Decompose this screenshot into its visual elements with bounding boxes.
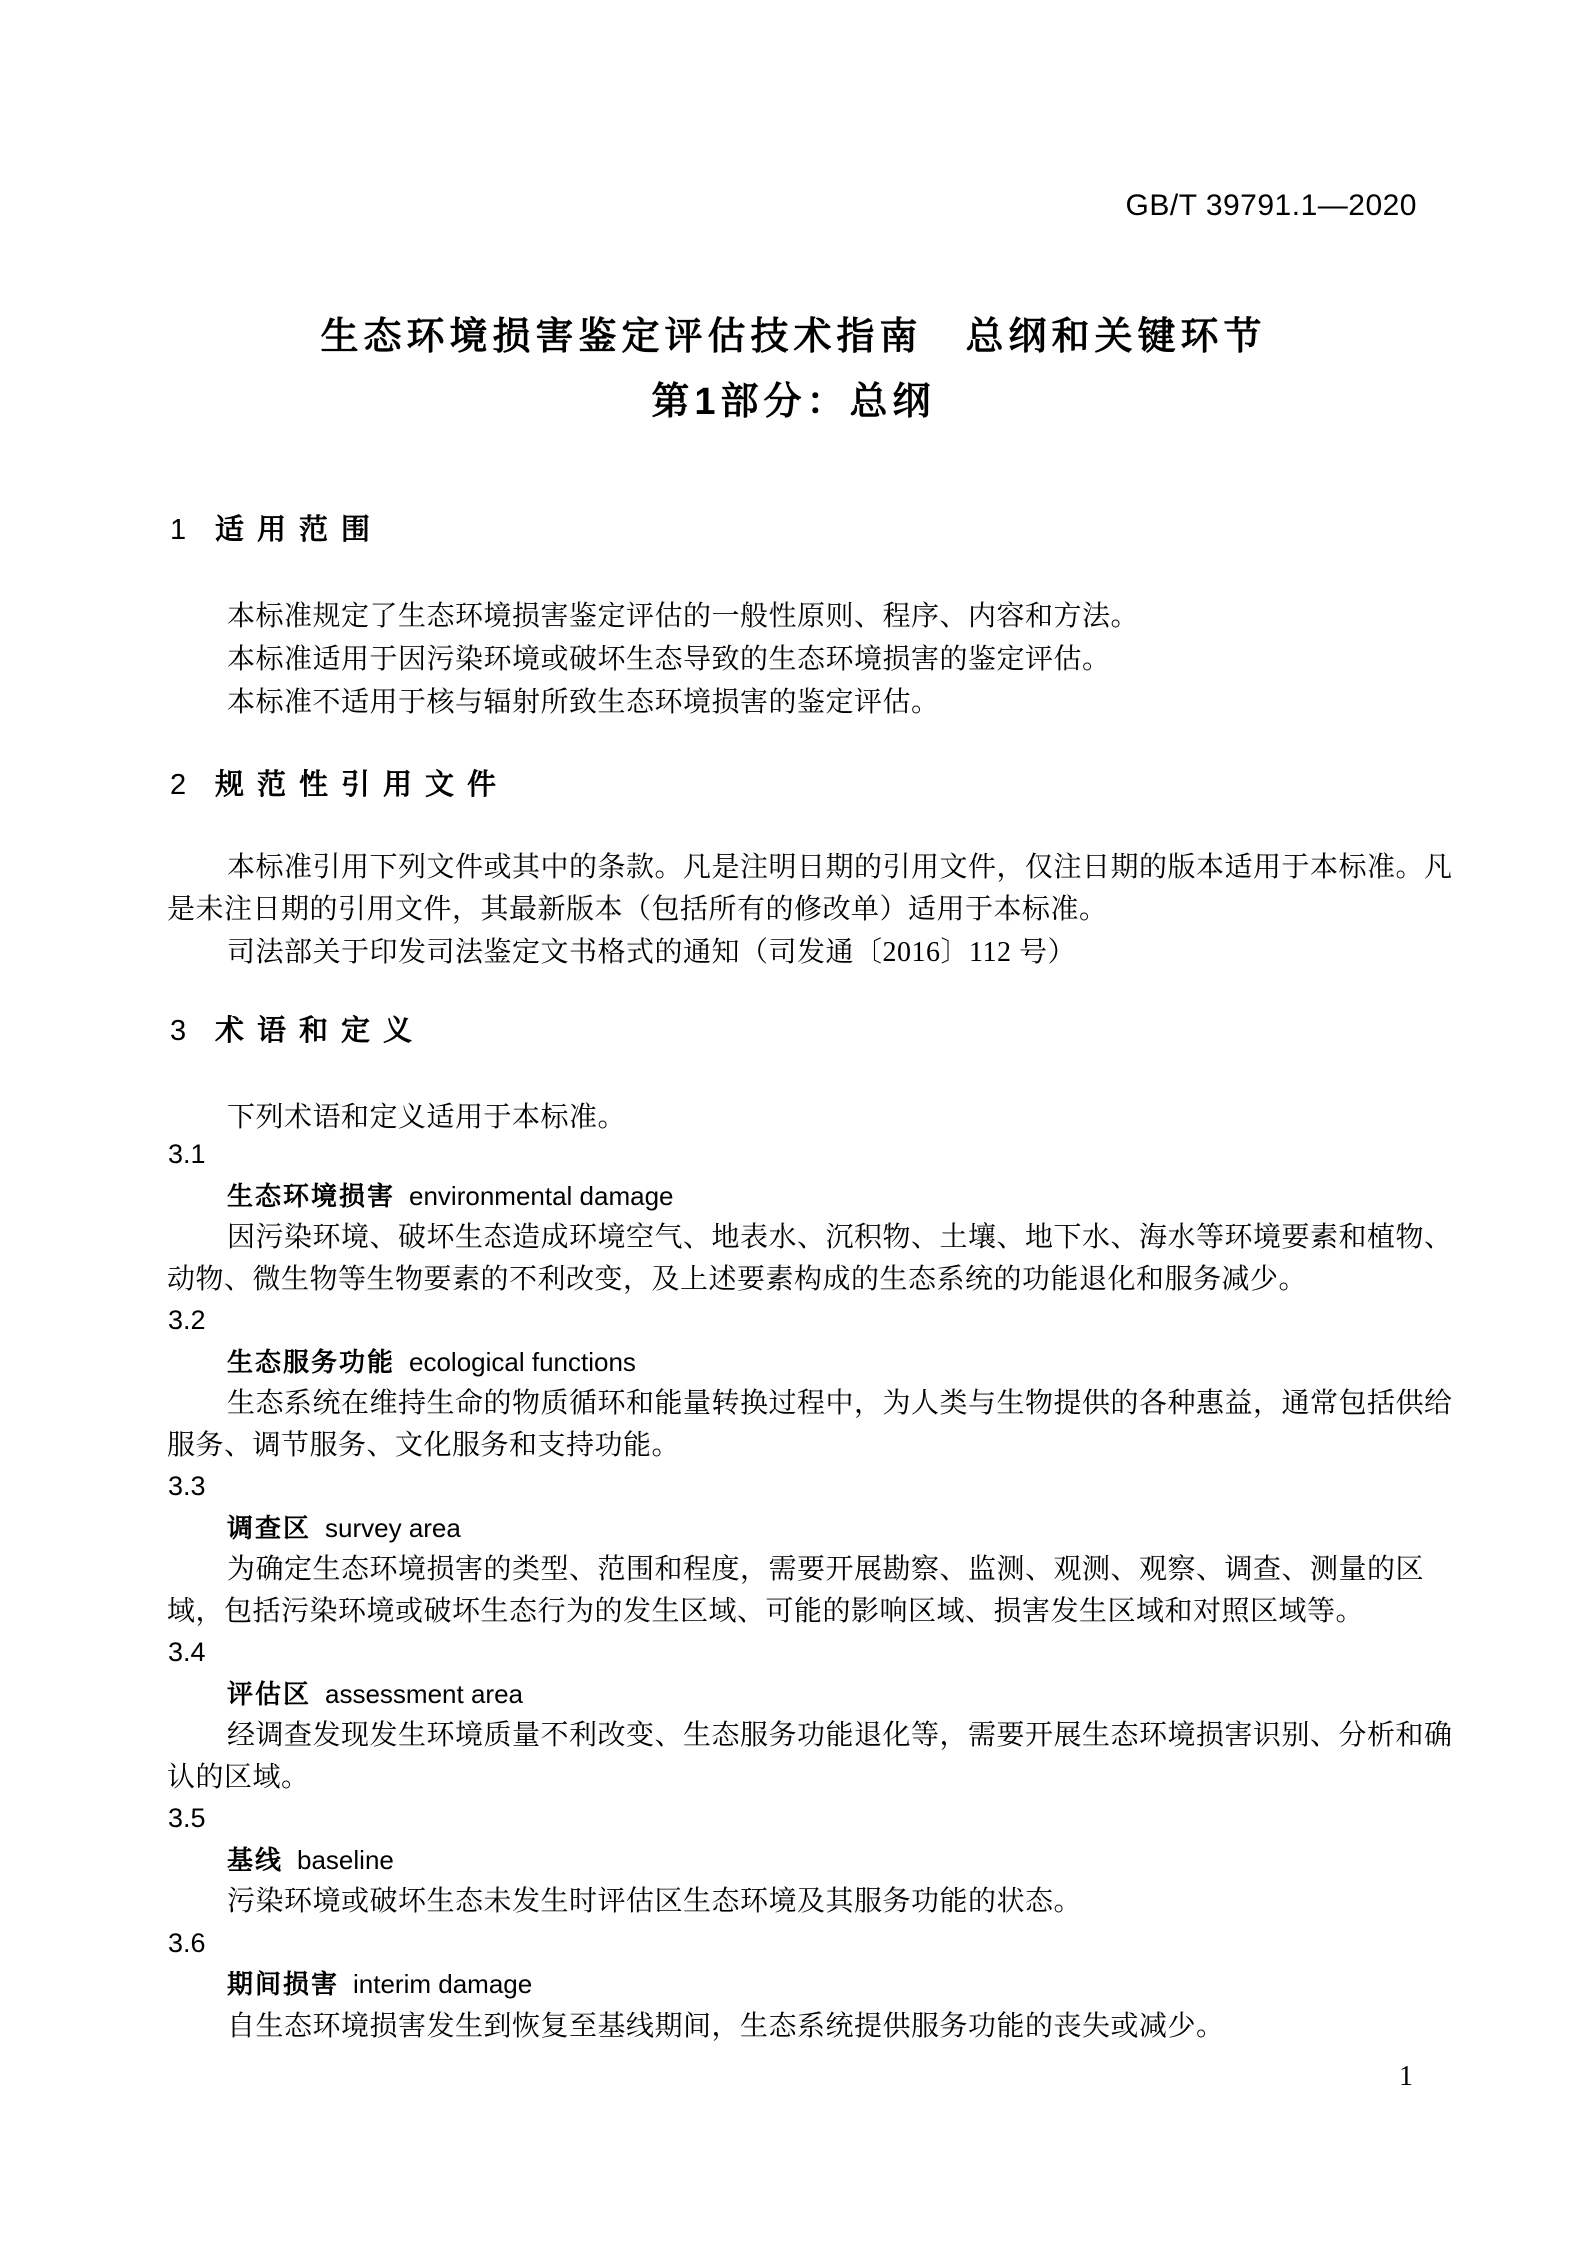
term-definition: 生态系统在维持生命的物质循环和能量转换过程中，为人类与生物提供的各种惠益，通常包括供给服务、调节服务、文化服务和支持功能。	[167, 1388, 1453, 1461]
term-name	[167, 1508, 1469, 1550]
term-name	[167, 1674, 1469, 1716]
document-title-line2: 第1部分：总纲	[651, 381, 936, 423]
term-definition: 自生态环境损害发生到恢复至基线期间，生态系统提供服务功能的丧失或减少。	[227, 2010, 1225, 2042]
section-2-heading	[170, 768, 509, 803]
term-definition: 因污染环境、破坏生态造成环境空气、地表水、沉积物、土壤、地下水、海水等环境要素和植物、动物、微生物等生物要素的不利改变，及上述要素构成的生态系统的功能退化和服务减少。	[167, 1222, 1453, 1295]
term-number: 3.3	[168, 1471, 206, 1501]
section-3-number: 3	[170, 1015, 187, 1047]
term-name-zh: 调查区	[227, 1512, 312, 1543]
term-definition: 经调查发现发生环境质量不利改变、生态服务功能退化等，需要开展生态环境损害识别、分析和确认的区域。	[167, 1720, 1453, 1793]
term-entry	[167, 1923, 1469, 2048]
term-name	[167, 1840, 1469, 1882]
section-2-title: 规范性引用文件	[215, 769, 510, 801]
paragraph: 司法部关于印发司法鉴定文书格式的通知（司发通〔2016〕112 号）	[227, 937, 1076, 968]
term-number: 3.6	[168, 1927, 206, 1958]
section-3-title: 术语和定义	[215, 1015, 426, 1047]
section-3-heading	[170, 1014, 425, 1049]
document-title-line1: 生态环境损害鉴定评估技术指南 总纲和关键环节	[320, 316, 1267, 358]
paragraph: 本标准引用下列文件或其中的条款。凡是注明日期的引用文件，仅注日期的版本适用于本标准。凡是未注日期的引用文件，其最新版本（包括所有的修改单）适用于本标准。	[167, 852, 1453, 925]
term-name-zh: 评估区	[227, 1678, 312, 1709]
term-entry	[167, 1134, 1469, 1300]
term-name	[167, 1342, 1469, 1384]
section-1-title: 适用范围	[215, 514, 384, 546]
paragraph: 下列术语和定义适用于本标准。	[227, 1102, 627, 1133]
page-number: 1	[1399, 2061, 1413, 2092]
paragraph: 本标准不适用于核与辐射所致生态环境损害的鉴定评估。	[227, 687, 940, 718]
term-name-en: baseline	[297, 1844, 394, 1875]
term-entry	[167, 1300, 1469, 1466]
section-1-number: 1	[170, 514, 187, 546]
paragraph: 本标准适用于因污染环境或破坏生态导致的生态环境损害的鉴定评估。	[227, 644, 1111, 675]
term-number: 3.1	[168, 1139, 206, 1169]
term-entry	[167, 1798, 1469, 1923]
term-number: 3.5	[168, 1803, 206, 1833]
section-3-intro	[167, 1096, 1469, 1139]
term-name-zh: 生态环境损害	[227, 1180, 396, 1211]
term-entry	[167, 1466, 1469, 1632]
section-2-number: 2	[170, 769, 187, 801]
section-1-heading	[170, 513, 383, 548]
term-name-en: ecological functions	[409, 1346, 636, 1377]
term-name-en: environmental damage	[409, 1180, 674, 1211]
term-entry	[167, 1632, 1469, 1798]
terms-list	[167, 1134, 1469, 2047]
section-2-reference	[167, 931, 1469, 974]
term-name-en: assessment area	[325, 1678, 523, 1709]
term-name-zh: 期间损害	[227, 1969, 340, 1999]
paragraph: 本标准规定了生态环境损害鉴定评估的一般性原则、程序、内容和方法。	[227, 601, 1140, 632]
term-name-en: survey area	[325, 1512, 461, 1543]
standard-number: GB/T 39791.1—2020	[1125, 189, 1417, 222]
section-1-paragraphs	[167, 595, 1469, 724]
term-name-en: interim damage	[353, 1969, 533, 1999]
section-2-paragraphs	[167, 847, 1469, 931]
term-definition: 为确定生态环境损害的类型、范围和程度，需要开展勘察、监测、观测、观察、调查、测量的区域，包括污染环境或破坏生态行为的发生区域、可能的影响区域、损害发生区域和对照区域等。	[167, 1554, 1425, 1627]
term-definition: 污染环境或破坏生态未发生时评估区生态环境及其服务功能的状态。	[227, 1886, 1083, 1917]
term-name-zh: 基线	[227, 1844, 284, 1875]
term-name	[167, 1176, 1469, 1218]
term-number: 3.4	[168, 1637, 206, 1667]
term-name-zh: 生态服务功能	[227, 1346, 396, 1377]
term-number: 3.2	[168, 1305, 206, 1335]
term-name	[167, 1964, 1469, 2006]
